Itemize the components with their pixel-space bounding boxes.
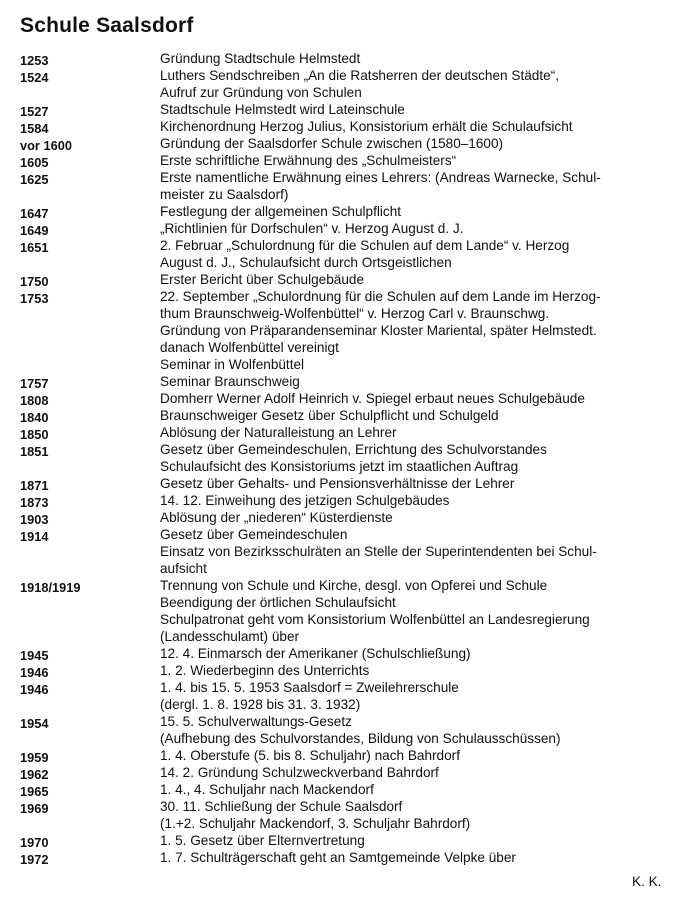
entry-description — [160, 764, 682, 781]
entry-description — [160, 237, 682, 271]
entry-line: Braunschweiger Gesetz über Schulpflicht und Schulgeld — [160, 408, 499, 423]
entry-year: 1808 — [20, 393, 49, 408]
entry-line: Schulaufsicht des Konsistoriums jetzt im staatlichen Auftrag — [160, 459, 519, 474]
entry-line: thum Braunschweig-Wolfenbüttel“ v. Herzog Carl v. Braunschwg. — [160, 306, 550, 321]
entry-line: 22. September „Schulordnung für die Schulen auf dem Lande im Herzog- — [160, 289, 601, 304]
entry-line: Aufruf zur Gründung von Schulen — [160, 85, 362, 100]
entry-description — [160, 101, 682, 118]
entry-year: 1959 — [20, 750, 49, 765]
chronology-entry — [0, 424, 700, 441]
entry-line: Erste namentliche Erwähnung eines Lehrers: (Andreas Warnecke, Schul- — [160, 170, 601, 185]
chronology-entry — [0, 152, 700, 169]
chronology-entry — [0, 713, 700, 747]
entry-line: Luthers Sendschreiben „An die Ratsherren der deutschen Städte“, — [160, 68, 559, 83]
entry-description — [160, 475, 682, 492]
entry-line: Festlegung der allgemeinen Schulpflicht — [160, 204, 402, 219]
entry-line: 2. Februar „Schulordnung für die Schulen auf dem Lande“ v. Herzog — [160, 238, 570, 253]
entry-description — [160, 424, 682, 441]
entry-line: 1. 2. Wiederbeginn des Unterrichts — [160, 663, 370, 678]
chronology-entry — [0, 169, 700, 203]
entry-description — [160, 288, 682, 373]
entry-year: 1625 — [20, 172, 49, 187]
entry-year: 1962 — [20, 767, 49, 782]
entry-line: Gründung Stadtschule Helmstedt — [160, 51, 361, 66]
entry-line: „Richtlinien für Dorfschulen“ v. Herzog August d. J. — [160, 221, 464, 236]
entry-year: 1649 — [20, 223, 49, 238]
entry-description — [160, 832, 682, 849]
entry-year: 1584 — [20, 121, 49, 136]
entry-description — [160, 747, 682, 764]
entry-line: Erster Bericht über Schulgebäude — [160, 272, 365, 287]
chronology-entry — [0, 203, 700, 220]
entry-line: Gesetz über Gehalts- und Pensionsverhältnisse der Lehrer — [160, 476, 515, 491]
entry-line: Erste schriftliche Erwähnung des „Schulmeisters“ — [160, 153, 457, 168]
chronology-entry — [0, 50, 700, 67]
entry-year: 1873 — [20, 495, 49, 510]
entry-year: vor 1600 — [20, 138, 72, 153]
entry-line: meister zu Saalsdorf) — [160, 187, 289, 202]
entry-description — [160, 577, 682, 645]
entry-description — [160, 526, 682, 577]
chronology-entry — [0, 662, 700, 679]
chronology-entry — [0, 798, 700, 832]
entry-line: 1. 7. Schulträgerschaft geht an Samtgemeinde Velpke über — [160, 850, 516, 865]
entry-year: 1965 — [20, 784, 49, 799]
entry-description — [160, 662, 682, 679]
chronology-entry — [0, 67, 700, 101]
entry-line: 14. 12. Einweihung des jetzigen Schulgebäudes — [160, 493, 450, 508]
entry-description — [160, 203, 682, 220]
chronology-entry — [0, 781, 700, 798]
entry-line: Gründung der Saalsdorfer Schule zwischen (1580–1600) — [160, 136, 504, 151]
entry-line: (1.+2. Schuljahr Mackendorf, 3. Schuljahr Bahrdorf) — [160, 816, 471, 831]
entry-line: Stadtschule Helmstedt wird Lateinschule — [160, 102, 405, 117]
entry-line: (Aufhebung des Schulvorstandes, Bildung von Schulausschüssen) — [160, 731, 561, 746]
entry-year: 1871 — [20, 478, 49, 493]
chronology-list — [0, 50, 700, 866]
entry-description — [160, 645, 682, 662]
entry-description — [160, 492, 682, 509]
entry-line: Gesetz über Gemeindeschulen — [160, 527, 348, 542]
chronology-entry — [0, 526, 700, 577]
entry-description — [160, 679, 682, 713]
page-title: Schule Saalsdorf — [20, 14, 194, 37]
entry-description — [160, 798, 682, 832]
chronology-entry — [0, 492, 700, 509]
chronology-entry — [0, 645, 700, 662]
entry-description — [160, 849, 682, 866]
entry-line: danach Wolfenbüttel vereinigt — [160, 340, 339, 355]
entry-line: Schulpatronat geht vom Konsistorium Wolfenbüttel an Landesregierung — [160, 612, 590, 627]
entry-description — [160, 118, 682, 135]
entry-line: Seminar in Wolfenbüttel — [160, 357, 305, 372]
entry-description — [160, 135, 682, 152]
chronology-entry — [0, 407, 700, 424]
entry-line: 1. 4. bis 15. 5. 1953 Saalsdorf = Zweilehrerschule — [160, 680, 459, 695]
entry-year: 1946 — [20, 665, 49, 680]
entry-description — [160, 169, 682, 203]
entry-line: 12. 4. Einmarsch der Amerikaner (Schulschließung) — [160, 646, 471, 661]
entry-year: 1946 — [20, 682, 49, 697]
chronology-entry — [0, 509, 700, 526]
entry-description — [160, 373, 682, 390]
entry-year: 1851 — [20, 444, 49, 459]
entry-year: 1954 — [20, 716, 49, 731]
entry-line: 30. 11. Schließung der Schule Saalsdorf — [160, 799, 403, 814]
chronology-entry — [0, 118, 700, 135]
entry-year: 1753 — [20, 291, 49, 306]
entry-year: 1969 — [20, 801, 49, 816]
entry-line: Trennung von Schule und Kirche, desgl. von Opferei und Schule — [160, 578, 548, 593]
entry-line: Kirchenordnung Herzog Julius, Konsistorium erhält die Schulaufsicht — [160, 119, 573, 134]
entry-description — [160, 67, 682, 101]
entry-year: 1972 — [20, 852, 49, 867]
entry-year: 1527 — [20, 104, 49, 119]
chronology-entry — [0, 441, 700, 475]
chronology-entry — [0, 373, 700, 390]
entry-description — [160, 271, 682, 288]
entry-description — [160, 509, 682, 526]
entry-year: 1524 — [20, 70, 49, 85]
entry-line: aufsicht — [160, 561, 207, 576]
entry-description — [160, 50, 682, 67]
chronology-entry — [0, 220, 700, 237]
entry-line: 14. 2. Gründung Schulzweckverband Bahrdorf — [160, 765, 439, 780]
entry-line: (Landesschulamt) über — [160, 629, 300, 644]
entry-year: 1757 — [20, 376, 49, 391]
entry-description — [160, 152, 682, 169]
entry-line: Ablösung der „niederen“ Küsterdienste — [160, 510, 393, 525]
entry-year: 1850 — [20, 427, 49, 442]
entry-year: 1970 — [20, 835, 49, 850]
chronology-entry — [0, 135, 700, 152]
chronology-entry — [0, 747, 700, 764]
entry-year: 1647 — [20, 206, 49, 221]
entry-line: (dergl. 1. 8. 1928 bis 31. 3. 1932) — [160, 697, 361, 712]
chronology-entry — [0, 832, 700, 849]
entry-year: 1914 — [20, 529, 49, 544]
entry-line: Ablösung der Naturalleistung an Lehrer — [160, 425, 397, 440]
author-signature: K. K. — [632, 874, 662, 889]
entry-description — [160, 390, 682, 407]
entry-year: 1750 — [20, 274, 49, 289]
entry-line: Seminar Braunschweig — [160, 374, 300, 389]
entry-line: Beendigung der örtlichen Schulaufsicht — [160, 595, 396, 610]
entry-year: 1918/1919 — [20, 580, 81, 595]
entry-year: 1840 — [20, 410, 49, 425]
chronology-entry — [0, 577, 700, 645]
entry-line: Gesetz über Gemeindeschulen, Errichtung des Schulvorstandes — [160, 442, 547, 457]
entry-line: 1. 4. Oberstufe (5. bis 8. Schuljahr) nach Bahrdorf — [160, 748, 460, 763]
entry-year: 1903 — [20, 512, 49, 527]
chronology-entry — [0, 475, 700, 492]
chronology-entry — [0, 271, 700, 288]
chronology-entry — [0, 764, 700, 781]
entry-year: 1605 — [20, 155, 49, 170]
chronology-entry — [0, 849, 700, 866]
entry-description — [160, 220, 682, 237]
entry-line: Gründung von Präparandenseminar Kloster Mariental, später Helmstedt. — [160, 323, 597, 338]
entry-description — [160, 407, 682, 424]
entry-line: Domherr Werner Adolf Heinrich v. Spiegel erbaut neues Schulgebäude — [160, 391, 585, 406]
entry-line: 15. 5. Schulverwaltungs-Gesetz — [160, 714, 352, 729]
chronology-entry — [0, 237, 700, 271]
chronology-entry — [0, 390, 700, 407]
chronology-entry — [0, 679, 700, 713]
entry-line: Einsatz von Bezirksschulräten an Stelle der Superintendenten bei Schul- — [160, 544, 597, 559]
entry-description — [160, 781, 682, 798]
entry-line: 1. 4., 4. Schuljahr nach Mackendorf — [160, 782, 374, 797]
entry-description — [160, 713, 682, 747]
entry-year: 1945 — [20, 648, 49, 663]
entry-line: August d. J., Schulaufsicht durch Ortsgeistlichen — [160, 255, 452, 270]
chronology-entry — [0, 288, 700, 373]
chronology-entry — [0, 101, 700, 118]
entry-description — [160, 441, 682, 475]
entry-year: 1651 — [20, 240, 49, 255]
entry-line: 1. 5. Gesetz über Elternvertretung — [160, 833, 365, 848]
entry-year: 1253 — [20, 53, 49, 68]
